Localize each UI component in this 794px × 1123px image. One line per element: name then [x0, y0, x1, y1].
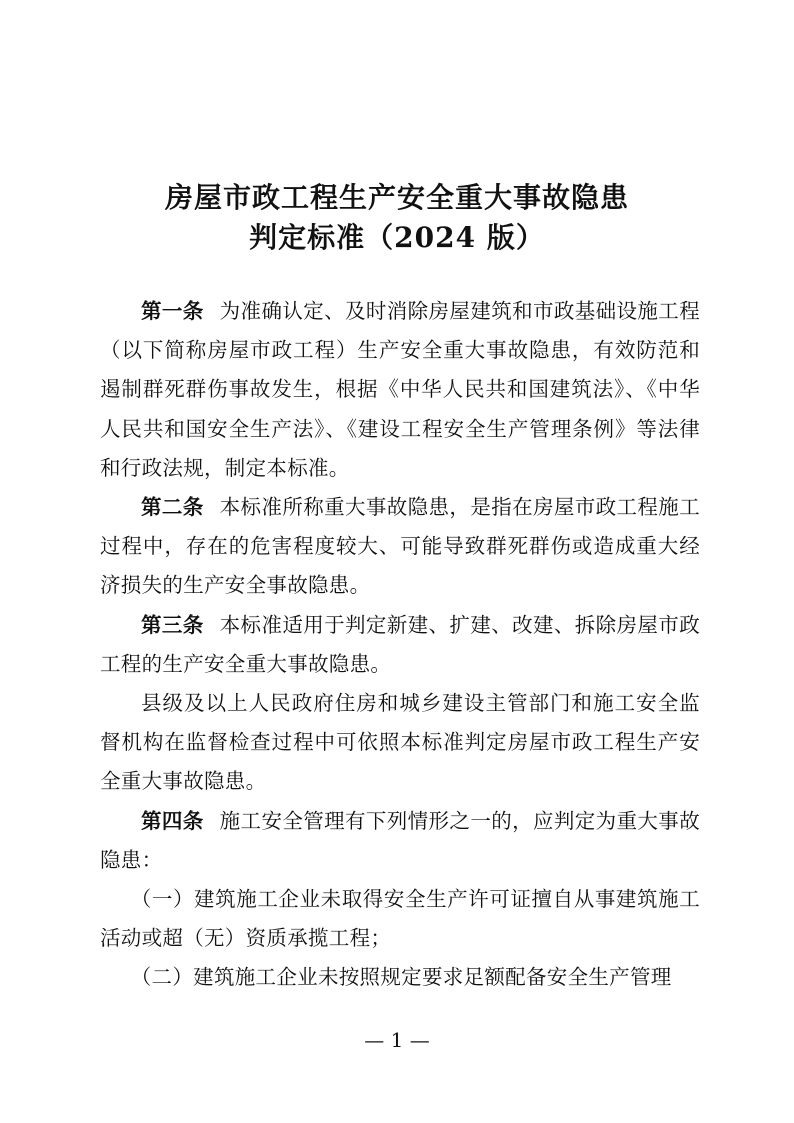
- article-text: 本标准所称重大事故隐患，是指在房屋市政工程施工过程中，存在的危害程度较大、可能导致群死群伤或造成重大经济损失的生产安全事故隐患。: [100, 495, 700, 598]
- article-label: 第三条: [141, 612, 204, 637]
- page-number: — 1 —: [364, 1028, 430, 1052]
- item-text: （一）建筑施工企业未取得安全生产许可证擅自从事建筑施工活动或超（无）资质承揽工程；: [100, 887, 700, 951]
- article-text: 为准确认定、及时消除房屋建筑和市政基础设施工程（以下简称房屋市政工程）生产安全重大事故隐患，有效防范和遏制群死群伤事故发生，根据《中华人民共和国建筑法》、《中华人民共和国安全生产法》、《建设工程安全生产管理条例》等法律和行政法规，制定本标准。: [100, 299, 700, 480]
- article-4: [100, 802, 700, 880]
- article-3: [100, 606, 700, 684]
- document-title-line-1: 房屋市政工程生产安全重大事故隐患: [164, 181, 629, 214]
- article-label: 第一条: [141, 299, 204, 323]
- article-2: [100, 488, 700, 606]
- article-label: 第二条: [141, 495, 204, 520]
- item-text: （二）建筑施工企业未按照规定要求足额配备安全生产管理: [130, 965, 672, 990]
- article-1: [100, 292, 700, 488]
- article-label: 第四条: [141, 808, 204, 833]
- article-text: 本标准适用于判定新建、扩建、改建、拆除房屋市政工程的生产安全重大事故隐患。: [100, 612, 700, 676]
- paragraph-text: 县级及以上人民政府住房和城乡建设主管部门和施工安全监督机构在监督检查过程中可依照本标准判定房屋市政工程生产安全重大事故隐患。: [100, 691, 700, 794]
- document-title-line-2: 判定标准（2024 版）: [249, 221, 545, 254]
- article-text: 施工安全管理有下列情形之一的，应判定为重大事故隐患：: [100, 808, 700, 872]
- article-4-item-1: [100, 880, 700, 958]
- article-4-item-2: [100, 958, 700, 997]
- article-3-paragraph-2: [100, 684, 700, 802]
- document-body: [100, 292, 700, 998]
